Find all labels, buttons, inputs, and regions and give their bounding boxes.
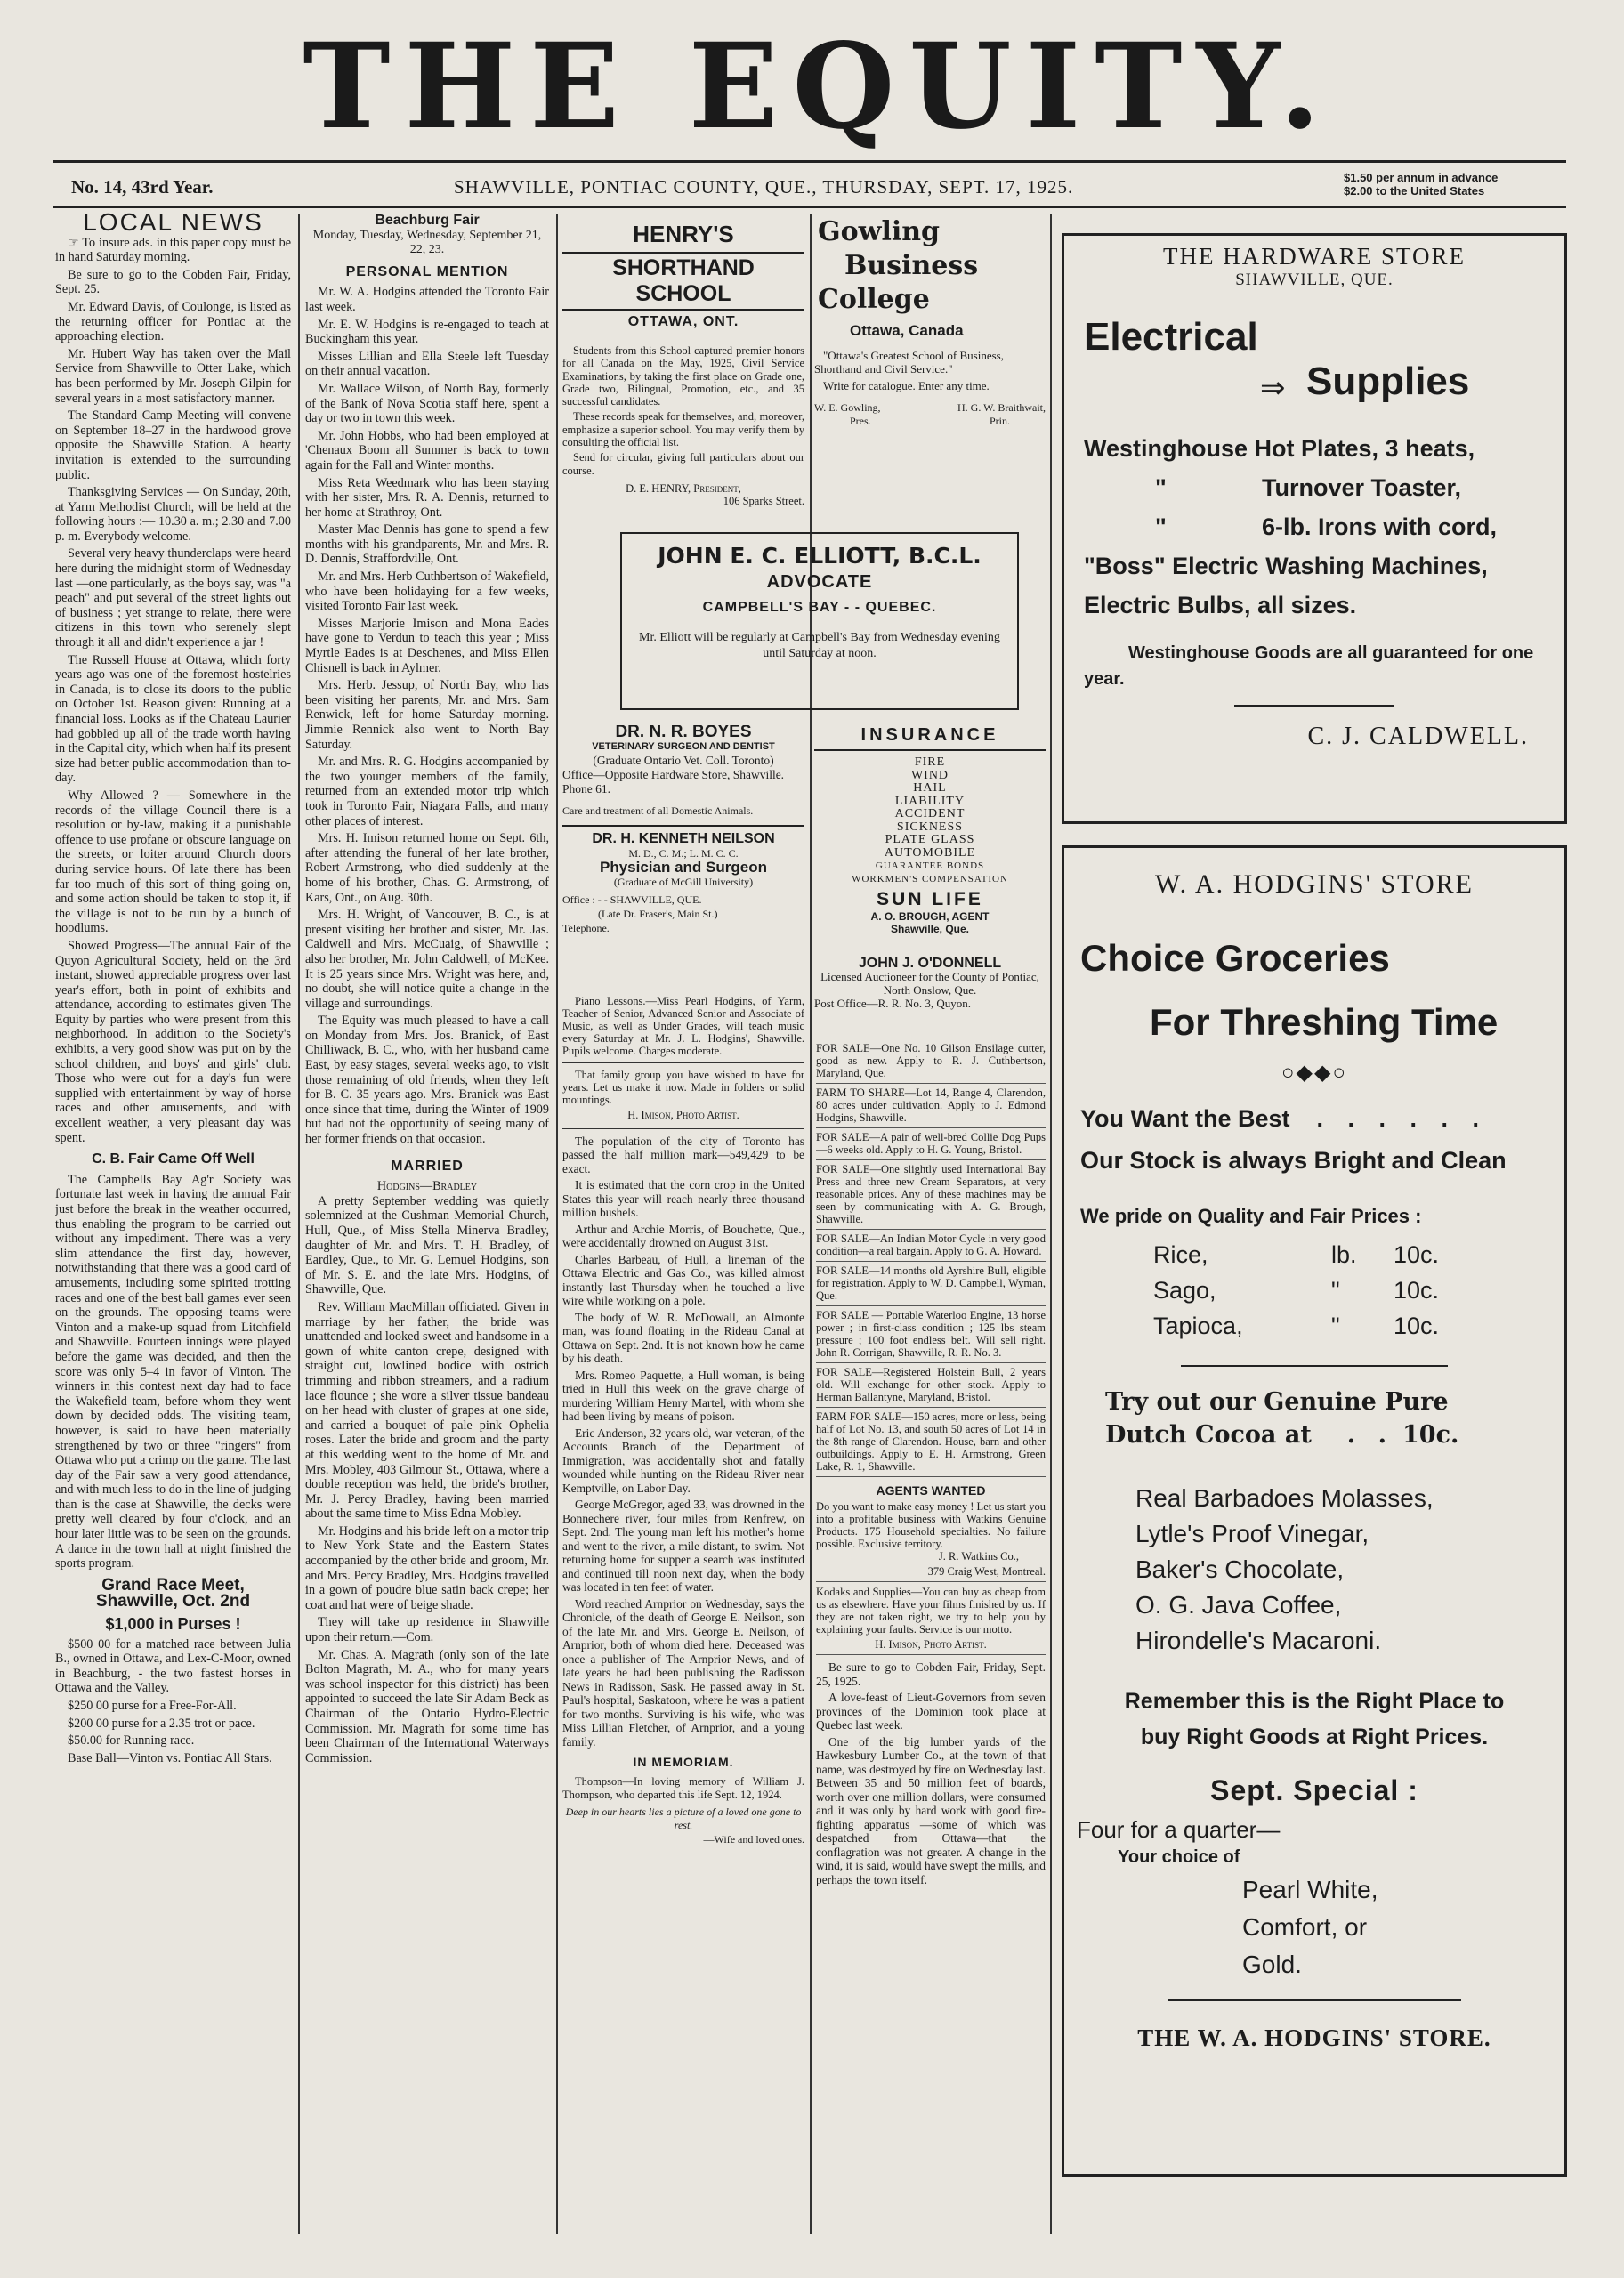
soap-item: Gold. [1242,1951,1302,1978]
price-unit: lb. [1331,1241,1357,1268]
price-list [1153,1237,1564,1344]
column-divider [1050,214,1052,2234]
goods-item: Baker's Chocolate, [1135,1555,1345,1583]
insurance-type: WIND [910,768,949,782]
arrow-icon: ⇒ [1260,371,1286,405]
column-divider [810,214,812,2234]
goods-list [1135,1481,1564,1659]
insurance-type: ACCIDENT [894,807,966,820]
price-unit: " [1331,1277,1340,1304]
insurance-type: LIABILITY [894,794,966,808]
goods-item: O. G. Java Coffee, [1135,1591,1342,1619]
elliott-advocate-ad: JOHN E. C. ELLIOTT, B.C.L. ADVOCATE CAMPBELL'S BAY - - QUEBEC. Mr. Elliott will be regularly at Campbell's Bay from Wednesday evening until Saturday at noon. [620,532,1019,710]
dateline-rule [53,206,1566,208]
ornament: ○◆◆○ [1281,1061,1347,1085]
race-date: Shawville, Oct. 2nd [95,1592,251,1612]
column-divider [556,214,558,2234]
insurance-type: WORKMEN'S COMPENSATION [852,873,1008,885]
goods-item: Real Barbadoes Molasses, [1135,1484,1434,1512]
goods-item: Lytle's Proof Vinegar, [1135,1520,1369,1547]
price-row [1153,1237,1564,1272]
insurance-type: PLATE GLASS [885,833,975,846]
masthead-title: THE EQUITY. [303,18,1335,156]
price-price: 10c. [1394,1241,1440,1268]
local-news-heading: LOCAL NEWS [83,212,263,236]
insurance-type: FIRE [914,755,946,769]
news-column-3: Piano Lessons.—Miss Pearl Hodgins, of Yarm, Teacher of Senior, Advanced Senior and Associate of Music, as well as Under Grades, will teach music every Saturday at Mr. J. L. Hodgins', Shawville. Pupils welcome. Charges moderate. That family group you have wished to have for years. Let us make it now. Made in folders or solid mountings. H. Imison, Photo Artist. The population of the city of Toronto has passed the half million mark—549,429 to be exact. It is estimated that the corn crop in the United States this year will reach nearly three thousand million bushels. Arthur and Archie Morris, of Bouchette, Que., were accidentally drowned on August 31st. Charles Barbeau, of Hull, a lineman of the Ottawa Electric and Gas Co., was killed almost instantly last Thursday when he touched a live wire while working on a pole. The body of W. R. McDowall, an Almonte man, was found floating in the Rideau Canal at Ottawa on Sept. 2nd. It is not known how he came by his death. Mrs. Romeo Paquette, a Hull woman, is being tried in Hull this week on the grave charge of murdering William Henry Martel, with whom she had been living by means of poison. Eric Anderson, 32 years old, war veteran, of the Accounts Branch of the Department of Immigration, was accidentally shot and fatally wounded while hunting on the Rideau River near Kemptville, on Labor Day. George McGregor, aged 33, was drowned in the Bonnechere river, four miles from Renfrew, on Sept. 2nd. The young man left his mother's home and went to the river, a mile distant, to swim. Not returning home for supper a search was instituted and continued till noon next day, when the body was located in ten feet of water. Word reached Arnprior on Wednesday, says the Chronicle, of the death of George E. Neilson, son of the late Mr. and Mrs. George E. Neilson, of Arnprior, both of whom died here. Deceased was once a publisher of The Arnprior News, and of late years he had been publishing the Radisson News in Radisson, Sask. He passed away in St. Paul's hospital, Saskatoon, where he was a patient for two months. Surviving is his wife, who was Miss Lillian Fletcher, of Arnprior, and a young family. IN MEMORIAM. Thompson—In loving memory of William J. Thompson, who departed this life Sept. 12, 1924. Deep in our hearts lies a picture of a loved one gone to rest. —Wife and loved ones. [562,995,804,1846]
insurance-type: AUTOMOBILE [884,845,976,860]
price-row [1153,1308,1564,1344]
personal-column: Beachburg Fair Monday, Tuesday, Wednesday, September 21, 22, 23. PERSONAL MENTION Mr. W. A. Hodgins attended the Toronto Fair last week. Mr. E. W. Hodgins is re-engaged to teach at Buckingham this year. Misses Lillian and Ella Steele left Tuesday on their annual vacation. Mr. Wallace Wilson, of North Bay, formerly of the Bank of Nova Scotia staff here, spent a day or two in town this week. Mr. John Hobbs, who had been employed at 'Chenaux Boom all Summer is back to town again for the Fall and Winter months. Miss Reta Weedmark who has been staying with her sister, Mrs. R. A. Dennis, returned to her home at Strathroy, Ont. Master Mac Dennis has gone to spend a few months with his grandparents, Mr. and Mrs. R. D. Dennis, Straffordville, Ont. Mr. and Mrs. Herb Cuthbertson of Wakefield, who have been holidaying for a few weeks, visited Toronto Fair last week. Misses Marjorie Imison and Mona Eades have gone to Verdun to teach this year ; Miss Myrtle Eades is at Deschenes, and Miss Ellen Chisnell is back in Aylmer. Mrs. Herb. Jessup, of North Bay, who has been visiting her parents, Mr. and Mrs. Sam Renwick, left for home Saturday morning. Jimmie Rennick also went to North Bay Saturday. Mr. and Mrs. R. G. Hodgins accompanied by the two younger members of the family, returned from an extended motor trip which took in Toronto Fair, Niagara Falls, and many other places of interest. Mrs. H. Imison returned home on Sept. 6th, after attending the funeral of her late brother, Robert Armstrong, who died suddenly at the home of his brother, Chas. G. Armstrong, of Kars, Ont., on Aug. 30th. Mrs. H. Wright, of Vancouver, B. C., is at present visiting her brother and sister, Mr. Jas. Caldwell and Mrs. McCuaig, of Shawville ; also her brother, Mr. John Caldwell, of McKee. It is 25 years since Mrs. Wright was here, and, no doubt, she will notice quite a change in the village and surroundings. The Equity was much pleased to have a call on Monday from Mrs. Jos. Branick, of East Chilliwack, B. C., who, with her husband came East, by easy stages, several weeks ago, to visit those remaining of old friends, when they left for B. C. 35 years ago. Mrs. Branick was East once since that time, during the Winter of 1909 but had not the opportunity of seeing many of her former friends on that occasion. MARRIED Hodgins—Bradley A pretty September wedding was quietly solemnized at the Cushman Memorial Church, Hull, Que., of Miss Stella Minerva Bradley, daughter of Mr. and Mrs. T. H. Bradley, of Eardley, Que., to Mr. G. Lemuel Hodgins, son of Mr. S. E. and the late Mrs. Hodgins, of Shawville, Que. Rev. William MacMillan officiated. Given in marriage by her father, the bride was unattended and looked sweet and handsome in a gown of white canton crepe, designed with straight cut, lowlined bodice with ostrich trimming and ribbon streamers, and a radium lace flounce ; she wore a silver tissue bandeau on her head with cluster of grapes at one side, and carried a bouquet of pale pink Ophelia roses. Later the bride and groom and the party at this wedding went to the home of Mr. and Mrs. Mobley, 403 Gilmour St., Ottawa, where a double reception was held, the bride's brother, Mr. J. Percy Bradley, having been married about the same time to Miss Edna Mobley. Mr. Hodgins and his bride left on a motor trip to New York State and the Eastern States accompanied by the other bride and groom, Mr. and Mrs. Percy Bradley, Mrs. Hodgins travelled in a gown of poudre blue satin back crepe; her coat and hat were of beige shade. They will take up residence in Shawville upon their return.—Com. Mr. Chas. A. Magrath (only son of the late Bolton Magrath, M. A., who for many years was school inspector for this district) has been appointed to succeed the late Sir Adam Beck as Chairman of the Ontario Hydro-Electric Commission. Mr. Magrath for some time has been Chairman of the International Waterways Commission. [305,213,549,1765]
married-heading: MARRIED [391,1158,464,1174]
in-memoriam-heading: IN MEMORIAM. [633,1755,734,1769]
price-item: Sago, [1153,1277,1216,1304]
goods-item: Hirondelle's Macaroni. [1135,1627,1382,1654]
hodgins-store-ad: W. A. HODGINS' STORE Choice Groceries For Threshing Time ○◆◆○ You Want the Best . . . . . . Our Stock is always Bright and Clean We pride on Quality and Fair Prices : Rice, lb. 10c. Sago, " 10c. Tapioca, " 10c. Try out our Genuine Pure Dutch Cocoa at . . 10c. Real Barbadoes Molasses, Lytle's Proof Vinegar, Baker's Chocolate, O. G. Java Coffee, Hirondelle's Macaroni. Remember this is the Right Place to buy Right Goods at Right Prices. Sept. Special : Four for a quarter— Your choice of Pearl White, Comfort, or Gold. THE W. A. HODGINS' STORE. [1062,845,1567,2177]
soap-item: Pearl White, [1242,1876,1378,1903]
price-item: Rice, [1153,1241,1208,1268]
masthead-rule [53,160,1566,163]
henrys-shorthand-ad: HENRY'S SHORTHAND SCHOOL OTTAWA, ONT. Students from this School captured premier honors for all Canada on the May, 1925, Civil Service Examinations, by taking the first place on Grade one, Grade two, Bilingual, Promotion, etc., and 35 successful candidates. These records speak for themselves, and, moreover, emphasize a superior school. You may verify them by consulting the official list. Send for circular, giving full particulars about our course. D. E. HENRY, President, 106 Sparks Street. [562,221,804,508]
insurance-types [814,756,1046,885]
insurance-ad: INSURANCE FIRE WIND HAIL LIABILITY ACCIDENT SICKNESS PLATE GLASS AUTOMOBILE GUARANTEE BONDS WORKMEN'S COMPENSATION SUN LIFE A. O. BROUGH, AGENT Shawville, Que. [814,725,1046,992]
price-item: Tapioca, [1153,1313,1243,1339]
insurance-type: HAIL [913,781,947,795]
insurance-type: SICKNESS [896,820,964,834]
soap-list [1242,1871,1564,1983]
insurance-type: GUARANTEE BONDS [875,860,985,871]
column-divider [298,214,300,2234]
classified-column: FOR SALE—One No. 10 Gilson Ensilage cutter, good as new. Apply to R. J. Cuthbertson, Maryland, Que. FARM TO SHARE—Lot 14, Range 4, Clarendon, 80 acres under cultivation. Apply to J. Edmond Hodgins, Shawville. FOR SALE—A pair of well-bred Collie Dog Pups—6 weeks old. Apply to H. G. Young, Bristol. FOR SALE—One slightly used International Bay Press and three new Cream Separators, at very reasonable prices. Any of these machines may be seen by communicating with A. G. Brough, Shawville. FOR SALE—An Indian Motor Cycle in very good condition—a real bargain. Apply to G. A. Howard. FOR SALE—14 months old Ayrshire Bull, eligible for registration. Apply to W. D. Campbell, Wyman, Que. FOR SALE — Portable Waterloo Engine, 13 horse power ; in first-class condition ; 125 lbs steam pressure ; 100 foot endless belt. Will sell right. John R. Corrigan, Shawville, R. R. No. 3. FOR SALE—Registered Holstein Bull, 2 years old. Will exchange for other stock. Apply to Herman Ballantyne, Maryland, Bristol. FARM FOR SALE—150 acres, more or less, being half of Lot No. 13, and south 50 acres of Lot 14 in the 8th range of Clarendon. House, barn and other outbuildings. Apply to E. H. Armstrong, Green Lake, R. 1, Shawville. AGENTS WANTED Do you want to make easy money ! Let us start you into a profitable business with Watkins Genuine Products. 175 Household specialties. No failure possible. Exclusive territory. J. R. Watkins Co., 379 Craig West, Montreal. Kodaks and Supplies—You can buy as cheap from us as elsewhere. Have your films finished by us. If they are not taken right, we try to help you by explaining your faults. Service is our motto. H. Imison, Photo Artist. Be sure to go to Cobden Fair, Friday, Sept. 25, 1925. A love-feast of Lieut-Governors from seven provinces of the Dominion took place at Quebec last week. One of the big lumber yards of the Hawkesbury Lumber Co., at the town of that name, was destroyed by fire on Wednesday last. Between 35 and 50 million feet of boards, worth over one million dollars, were consumed and it was only by hard work with good fire-fighting apparatus —some of which was despatched from Ottawa—that the conflagration was not greater. A change in the wind, it is said, would have swept the mills, and perhaps the town itself. [816,1039,1046,2232]
hardware-store-ad: THE HARDWARE STORE SHAWVILLE, QUE. Electrical ⇒ Supplies Westinghouse Hot Plates, 3 heats, " Turnover Toaster, " 6-lb. Irons with cord, "Boss" Electric Washing Machines, Electric Bulbs, all sizes. Westinghouse Goods are all guaranteed for one year. C. J. CALDWELL. [1062,233,1567,824]
fair-headline: C. B. Fair Came Off Well [92,1151,255,1167]
subscription-price: $1.50 per annum in advance $2.00 to the United States [1344,171,1499,198]
local-news-column: LOCAL NEWS ☞ To insure ads. in this paper copy must be in hand Saturday morning. Be sure to go to the Cobden Fair, Friday, Sept. 25. Mr. Edward Davis, of Coulonge, is listed as the returning officer for Pontiac at the approaching election. Mr. Hubert Way has taken over the Mail Service from Shawville to Otter Lake, which has been performed by Mr. Joseph Gilpin for several years in a most satisfactory manner. The Standard Camp Meeting will convene on September 18–27 in the hardwood grove opposite the Shawville Station. A hearty invitation is extended to the surrounding public. Thanksgiving Services — On Sunday, 20th, at Yarm Methodist Church, will be held at the following hours :— 10.30 a. m.; 2.30 and 7.00 p. m. Everybody welcome. Several very heavy thunderclaps were heard here during the midnight storm of Wednesday last —one particularly, as the boys say, was "a peach" and put several of the street lights out of business ; yet strange to relate, there were citizens in this town who serenely slept through it all and didn't experience a jar ! The Russell House at Ottawa, which forty years ago was one of the foremost hostelries in Canada, is to close its doors to the public on October 1st. Reason given: Running at a financial loss. Looks as if the Chateau Laurier had gobbled up all of the trade worth having in the Capital city, which when half its present size had better public accommodation than to-day. Why Allowed ? — Somewhere in the records of the village Council there is a resolution or by-law, making it a punishable offence to use profane or obscure language on the streets, or loiter around Church doors during service hours. Of late there has been far too much of this sort of thing going on, and some action should be taken to stop it, if the village is not to be run by a bunch of hoodlums. Showed Progress—The annual Fair of the Quyon Agricultural Society, held on the 3rd instant, showed appreciable progress over last year's effort, both in point of exhibits and attendance, according to estimates given The Equity by parties who were present from this neighborhood. In addition to the Society's exhibits, a very good show was put on by the school children, and boys' and girls' club. Those who were out for a day's fun were supplied with entertainment by way of horse races and other amusements, and with excellent weather, a very pleasant day was spent. C. B. Fair Came Off Well The Campbells Bay Ag'r Society was fortunate last week in having the annual Fair just before the break in the weather occurred, thus enabling the program to be carried out without any impediment. There was a very slim attendance the first day, however, notwithstanding that there was a good card of amusements, including some spirited trotting races and one of the best ball games ever seen on the grounds. The opposing teams were Vinton and a make-up squad from Litchfield and Shawville. Fourteen innings were played before the game was decided, and then the score was only 5–4 in favor of Vinton. The winners in this contest next day had to face the Wakefield team, before whom they went down by decided odds. The visiting team, however, is said to have been materially strengthened by two or three "ringers" from Ottawa who put a crimp on the game. The last day of the Fair saw a very good attendance, and with much less to do in the line of judging than is the case at Shawville, the decks were pretty well cleared by four o'clock, and an hour later little was to be seen on the grounds. A dance in the town hall at night finished the sports program. Grand Race Meet, Shawville, Oct. 2nd $1,000 in Purses ! $500 00 for a matched race between Julia B., owned in Ottawa, and Lex-C-Moor, owned in Beachburg, - the two fastest horses in Ottawa and the Valley. $250 00 purse for a Free-For-All. $200 00 purse for a 2.35 trot or pace. $50.00 for Running race. Base Ball—Vinton vs. Pontiac All Stars. [55,212,291,1765]
dateline [62,171,1566,203]
purses-headline: $1,000 in Purses ! [105,1615,241,1634]
place-date: SHAWVILLE, PONTIAC COUNTY, QUE., THURSDAY, SEPT. 17, 1925. [454,176,1074,198]
price-unit: " [1331,1313,1340,1339]
odonnell-auctioneer-ad: JOHN J. O'DONNELL Licensed Auctioneer for the County of Pontiac, North Onslow, Que. Post Office—R. R. No. 3, Quyon. [814,957,1039,1010]
beachburg-fair-heading: Beachburg Fair [375,213,480,228]
price-price: 10c. [1394,1313,1440,1339]
personal-mention-heading: PERSONAL MENTION [345,263,509,279]
race-headline: Grand Race Meet, [101,1575,245,1595]
gowling-college-ad: Gowling Business College Ottawa, Canada "Ottawa's Greatest School of Business, Shorthand and Civil Service." Write for catalogue. Enter any time. W. E. Gowling, H. G. W. Braithwait, Pres. Prin. [814,216,1046,427]
soap-item: Comfort, or [1242,1913,1368,1941]
boyes-neilson-cards: DR. N. R. BOYES VETERINARY SURGEON AND DENTIST (Graduate Ontario Vet. Coll. Toronto) Office—Opposite Hardware Store, Shawville. Phone 61. Care and treatment of all Domestic Animals. DR. H. KENNETH NEILSON M. D., C. M.; L. M. C. C. Physician and Surgeon (Graduate of McGill University) Office : - - SHAWVILLE, QUE. (Late Dr. Fraser's, Main St.) Telephone. [562,725,804,992]
agents-wanted-heading: AGENTS WANTED [876,1483,986,1498]
price-price: 10c. [1394,1277,1440,1304]
price-row [1153,1272,1564,1308]
issue-number: No. 14, 43rd Year. [71,176,214,198]
